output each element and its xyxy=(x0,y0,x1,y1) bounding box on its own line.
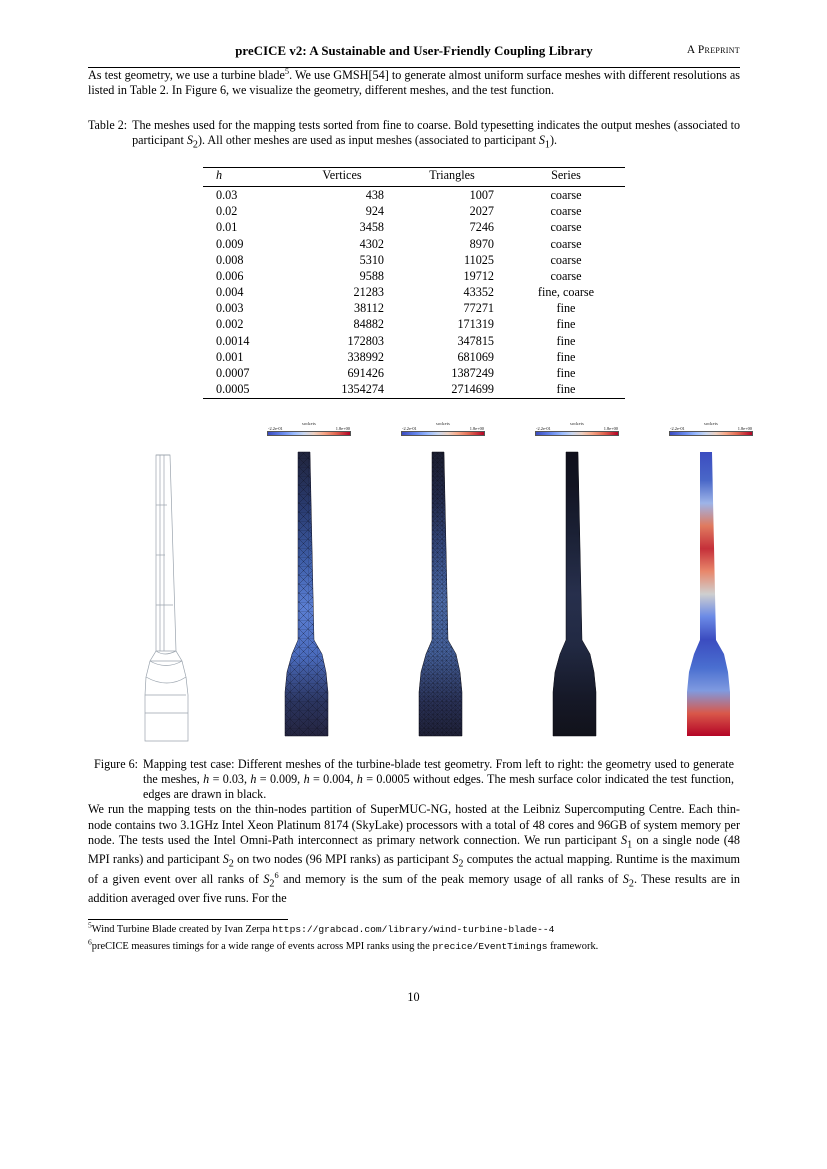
colorbar-min: -2.2e-01 xyxy=(670,425,685,431)
cell-vertices: 3458 xyxy=(359,220,384,235)
colorbar-title: sockets xyxy=(301,420,317,426)
colorbar-title: sockets xyxy=(703,420,719,426)
footnote-marker-5: 5 xyxy=(88,920,92,930)
table-row xyxy=(203,220,625,236)
footnote-6-text: preCICE measures timings for a wide range of events across MPI ranks using the xyxy=(91,940,433,952)
cell-vertices: 9588 xyxy=(359,268,384,283)
table-row xyxy=(203,204,625,220)
colorbar-gradient xyxy=(267,431,351,436)
figure-panel-mesh-h-003 xyxy=(254,421,364,740)
cell-h: 0.02 xyxy=(216,204,238,219)
blade-smooth-testfunction xyxy=(656,440,766,740)
cell-triangles: 43352 xyxy=(463,285,494,300)
cell-series: fine xyxy=(556,317,576,332)
cell-triangles: 347815 xyxy=(457,333,494,348)
figure-panel-mesh-h-00005 xyxy=(656,421,766,740)
footnote-5-text: Wind Turbine Blade created by Ivan Zerpa xyxy=(91,924,273,936)
cell-series: fine, coarse xyxy=(537,285,595,300)
colorbar-min: -2.2e-01 xyxy=(536,425,551,431)
cell-vertices: 172803 xyxy=(347,333,384,348)
running-head-title: preCICE v2: A Sustainable and User-Friendly Coupling Library xyxy=(235,44,593,58)
footnote-5-url[interactable]: https://grabcad.com/library/wind-turbine-blade--4 xyxy=(272,924,555,936)
cell-vertices: 438 xyxy=(287,187,397,204)
cell-series: coarse xyxy=(550,204,582,219)
cell-vertices: 924 xyxy=(365,204,384,219)
table-row xyxy=(203,301,625,317)
colorbar xyxy=(267,421,351,436)
blade-mesh-fine xyxy=(522,440,632,740)
cell-h: 0.0014 xyxy=(216,333,250,348)
cell-series: fine xyxy=(556,333,576,348)
cell-h: 0.003 xyxy=(216,301,244,316)
table-header-row xyxy=(203,167,625,187)
cell-vertices: 38112 xyxy=(353,301,384,316)
colorbar xyxy=(535,421,619,436)
footnote-6 xyxy=(88,937,740,953)
cell-series: coarse xyxy=(550,236,582,251)
cell-h: 0.006 xyxy=(216,268,244,283)
cell-h: 0.008 xyxy=(216,252,244,267)
column-header-h: h xyxy=(203,167,287,187)
cell-triangles: 11025 xyxy=(463,252,494,267)
table-body xyxy=(203,187,625,398)
cell-h: 0.002 xyxy=(216,317,244,332)
cell-vertices: 21283 xyxy=(353,285,384,300)
cell-vertices: 338992 xyxy=(347,349,384,364)
cell-h: 0.009 xyxy=(216,236,244,251)
cell-triangles: 2714699 xyxy=(397,382,507,399)
figure-caption-label: Figure 6: xyxy=(94,756,139,771)
cell-vertices: 691426 xyxy=(347,366,384,381)
table-caption-label: Table 2: xyxy=(88,118,128,133)
footnote-marker-6: 6 xyxy=(88,937,92,947)
page-content xyxy=(88,44,752,953)
figure-6 xyxy=(88,420,752,751)
figure-caption-text: Mapping test case: Different meshes of the turbine-blade test geometry. From left to right: the geometry used to generate the meshes, h = 0.03, h = 0.009, h = 0.004, h = 0.0005 without edges. The mesh surface color indicated the test function, edges are drawn in black. xyxy=(143,756,734,802)
running-head-preprint: A Preprint xyxy=(686,44,740,56)
cell-series: coarse xyxy=(550,268,582,283)
cell-h: 0.0005 xyxy=(203,382,287,399)
colorbar-max: 1.8e+00 xyxy=(335,425,350,431)
cell-triangles: 7246 xyxy=(469,220,494,235)
footnote-ref-5[interactable]: 5 xyxy=(284,66,290,76)
colorbar-gradient xyxy=(535,431,619,436)
cell-h: 0.004 xyxy=(216,285,244,300)
figure-caption xyxy=(88,757,740,803)
cell-h: 0.0007 xyxy=(216,366,250,381)
cell-h: 0.01 xyxy=(216,220,238,235)
cell-h: 0.03 xyxy=(203,187,287,204)
table-row xyxy=(203,187,625,204)
cell-vertices: 5310 xyxy=(359,252,384,267)
table-row xyxy=(203,382,625,399)
cell-series: coarse xyxy=(550,220,582,235)
mesh-table xyxy=(203,167,625,399)
table-caption xyxy=(88,118,740,153)
table-row xyxy=(203,252,625,268)
table-row xyxy=(203,285,625,301)
cell-series: fine xyxy=(556,366,576,381)
geometry-wireframe xyxy=(116,445,226,745)
colorbar-min: -2.2e-01 xyxy=(268,425,283,431)
colorbar-gradient xyxy=(669,431,753,436)
table-row xyxy=(203,349,625,365)
colorbar-max: 1.8e+00 xyxy=(737,425,752,431)
figure-panel-mesh-h-0004 xyxy=(522,421,632,740)
cell-triangles: 171319 xyxy=(457,317,494,332)
table-row xyxy=(203,365,625,381)
table-row xyxy=(203,268,625,284)
results-paragraph: We run the mapping tests on the thin-nodes partition of SuperMUC-NG, hosted at the Leibniz Supercomputing Centre. Each thin-node contains two 3.1GHz Intel Xeon Platinum 8174 (SkyLake) processors with a total of 48 cores and 96GB of system memory per node. The tests used the Intel Omni-Path interconnect as primary network connection. We run participant $S_1$ on a single node (48 MPI ranks) and participant $S_2$ on two nodes (96 MPI ranks) as participant $S_2$ computes the actual mapping. Runtime is the maximum of a given event over all ranks of $S_2^6$ and memory is the sum of the peak memory usage of all ranks of $S_2$. These results are in addition averaged over five runs. For the xyxy=(88,802,741,906)
cell-triangles: 77271 xyxy=(463,301,494,316)
footnote-ref-6[interactable]: 6 xyxy=(274,870,279,880)
table-row xyxy=(203,236,625,252)
intro-text-part2: . We use GMSH[54] to generate almost uniform surface meshes with different resolutions as listed in Table 2. In Figure 6, we visualize the geometry, different meshes, and the test function. xyxy=(88,68,740,98)
footnote-6-text-after: framework. xyxy=(547,940,599,952)
cell-series: fine xyxy=(507,382,625,399)
colorbar xyxy=(401,421,485,436)
cell-triangles: 2027 xyxy=(469,204,494,219)
colorbar xyxy=(669,421,753,436)
column-header-series: Series xyxy=(507,167,625,187)
cell-triangles: 681069 xyxy=(457,349,494,364)
column-header-triangles: Triangles xyxy=(397,167,507,187)
cell-vertices: 4302 xyxy=(359,236,384,251)
colorbar-gradient xyxy=(401,431,485,436)
cell-triangles: 1387249 xyxy=(451,366,494,381)
intro-paragraph xyxy=(88,68,740,98)
blade-mesh-medium xyxy=(388,440,498,740)
cell-triangles: 19712 xyxy=(463,268,494,283)
cell-vertices: 84882 xyxy=(353,317,384,332)
colorbar-max: 1.8e+00 xyxy=(603,425,618,431)
cell-series: fine xyxy=(556,349,576,364)
cell-triangles: 8970 xyxy=(469,236,494,251)
cell-series: coarse xyxy=(550,252,582,267)
mesh-table-wrapper xyxy=(88,167,740,399)
figure-panel-mesh-h-0009 xyxy=(388,421,498,740)
intro-text-part1: As test geometry, we use a turbine blade xyxy=(88,68,285,82)
cell-series: coarse xyxy=(507,187,625,204)
footnote-rule xyxy=(88,919,288,920)
table-caption-text: The meshes used for the mapping tests sorted from fine to coarse. Bold typesetting indicates the output meshes (associated to participant $S_2$). All other meshes are used as input meshes (associated to participant $S_1$). xyxy=(132,118,740,151)
cell-h: 0.001 xyxy=(216,349,244,364)
table-row xyxy=(203,333,625,349)
figure-panel-geometry xyxy=(116,445,226,745)
footnote-6-code: precice/EventTimings xyxy=(432,940,548,952)
footnote-5 xyxy=(88,920,740,936)
page-number: 10 xyxy=(407,990,420,1004)
colorbar-title: sockets xyxy=(435,420,451,426)
cell-triangles: 1007 xyxy=(397,187,507,204)
colorbar-min: -2.2e-01 xyxy=(402,425,417,431)
table-row xyxy=(203,317,625,333)
cell-series: fine xyxy=(556,301,576,316)
colorbar-max: 1.8e+00 xyxy=(469,425,484,431)
blade-mesh-coarse xyxy=(254,440,364,740)
colorbar-title: sockets xyxy=(569,420,585,426)
column-header-vertices: Vertices xyxy=(287,167,397,187)
cell-vertices: 1354274 xyxy=(287,382,397,399)
running-head xyxy=(88,44,740,64)
